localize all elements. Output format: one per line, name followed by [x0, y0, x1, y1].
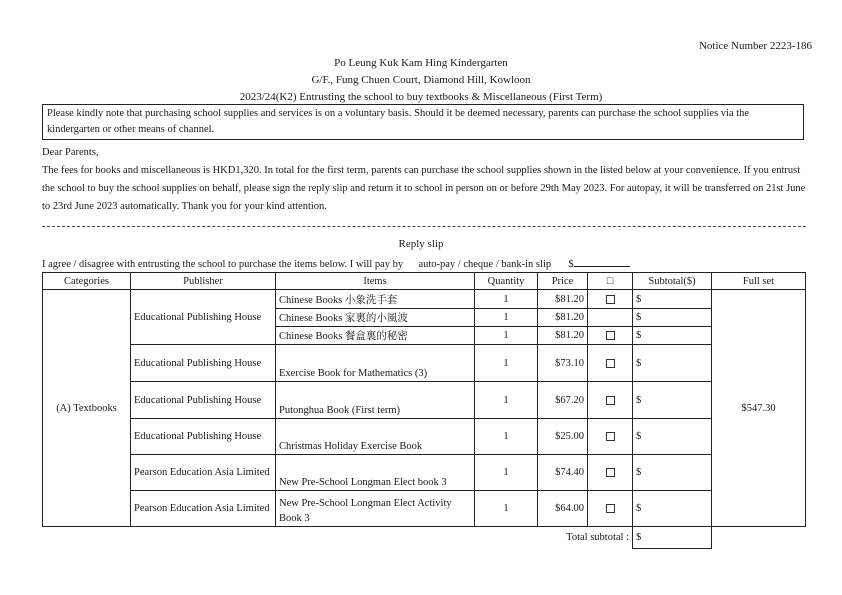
- pay-options[interactable]: auto-pay / cheque / bank-in slip: [418, 259, 552, 270]
- header-subtotal: Subtotal($): [633, 273, 712, 290]
- subtotal-cell[interactable]: $: [633, 290, 712, 309]
- item-cell: Exercise Book for Mathematics (3): [276, 345, 475, 382]
- subtotal-cell[interactable]: $: [633, 327, 712, 345]
- subtotal-cell[interactable]: $: [633, 382, 712, 419]
- checkbox-icon: [606, 396, 615, 405]
- price-cell: $81.20: [538, 309, 588, 327]
- quantity-cell: 1: [475, 382, 538, 419]
- item-cell: Putonghua Book (First term): [276, 382, 475, 419]
- subtotal-cell[interactable]: $: [633, 419, 712, 455]
- notice-subject: 2023/24(K2) Entrusting the school to buy textbooks & Miscellaneous (First Term): [239, 91, 603, 103]
- table-row: [43, 491, 806, 527]
- quantity-cell: 1: [475, 419, 538, 455]
- item-cell: New Pre-School Longman Elect Activity Book 3: [276, 491, 475, 527]
- header-publisher: Publisher: [131, 273, 276, 290]
- select-checkbox[interactable]: [588, 491, 633, 527]
- header-check: □: [588, 273, 633, 290]
- header-items: Items: [276, 273, 475, 290]
- price-cell: $81.20: [538, 290, 588, 309]
- notice-number: Notice Number 2223-186: [698, 40, 812, 52]
- checkbox-icon: [606, 432, 615, 441]
- item-cell: Chinese Books 餐盒裏的秘密: [276, 327, 475, 345]
- price-cell: $64.00: [538, 491, 588, 527]
- publisher-cell: Educational Publishing House: [131, 419, 276, 455]
- subtotal-cell[interactable]: $: [633, 455, 712, 491]
- item-cell: New Pre-School Longman Elect book 3: [276, 455, 475, 491]
- publisher-cell: Educational Publishing House: [131, 345, 276, 382]
- quantity-cell: 1: [475, 491, 538, 527]
- amount-prefix: $: [568, 259, 574, 270]
- price-cell: $81.20: [538, 327, 588, 345]
- full-set-price: $547.30: [712, 290, 806, 527]
- quantity-cell: 1: [475, 455, 538, 491]
- amount-blank[interactable]: [574, 256, 630, 267]
- price-cell: $74.40: [538, 455, 588, 491]
- quantity-cell: 1: [475, 290, 538, 309]
- body-paragraph: The fees for books and miscellaneous is HKD1,320. In total for the first term, parents can purchase the school supplies shown in the listed below at your convenience. If you entrust the school to buy the school supplies on behalf, please sign the reply slip and return it to school in person on or before 29th May 2023. For autopay, it will be transferred on 21st June to 23rd June 2023 automatically. Thank you for your kind attention.: [42, 165, 806, 212]
- header-price: Price: [538, 273, 588, 290]
- table-row: [43, 419, 806, 455]
- total-subtotal-label: Total subtotal :: [131, 527, 633, 549]
- checkbox-icon: [606, 504, 615, 513]
- price-cell: $67.20: [538, 382, 588, 419]
- cut-line: [42, 226, 806, 227]
- agree-text: I agree / disagree with entrusting the school to purchase the items below. I will pay by: [42, 259, 404, 270]
- checkbox-icon: [606, 359, 615, 368]
- select-checkbox[interactable]: [588, 309, 633, 327]
- select-checkbox[interactable]: [588, 290, 633, 309]
- quantity-cell: 1: [475, 345, 538, 382]
- table-row: [43, 345, 806, 382]
- price-cell: $25.00: [538, 419, 588, 455]
- table-header-row: [43, 273, 806, 290]
- quantity-cell: 1: [475, 309, 538, 327]
- checkbox-icon: [606, 295, 615, 304]
- header-quantity: Quantity: [475, 273, 538, 290]
- subtotal-cell[interactable]: $: [633, 491, 712, 527]
- reply-slip-title: Reply slip: [398, 238, 444, 250]
- checkbox-icon: [606, 331, 615, 340]
- subtotal-cell[interactable]: $: [633, 309, 712, 327]
- category-cell: (A) Textbooks: [43, 290, 131, 527]
- school-address: G/F., Fung Chuen Court, Diamond Hill, Kowloon: [311, 74, 531, 86]
- header-full-set: Full set: [712, 273, 806, 290]
- select-checkbox[interactable]: [588, 345, 633, 382]
- item-cell: Chinese Books 小象洗手套: [276, 290, 475, 309]
- table-row: [43, 455, 806, 491]
- agree-line: [42, 256, 630, 270]
- select-checkbox[interactable]: [588, 419, 633, 455]
- quantity-cell: 1: [475, 327, 538, 345]
- publisher-cell: Pearson Education Asia Limited: [131, 455, 276, 491]
- publisher-cell: Educational Publishing House: [131, 290, 276, 345]
- table-row: [43, 382, 806, 419]
- header-categories: Categories: [43, 273, 131, 290]
- publisher-cell: Pearson Education Asia Limited: [131, 491, 276, 527]
- greeting: Dear Parents,: [42, 147, 99, 158]
- total-row: [43, 527, 806, 549]
- price-cell: $73.10: [538, 345, 588, 382]
- subtotal-cell[interactable]: $: [633, 345, 712, 382]
- publisher-cell: Educational Publishing House: [131, 382, 276, 419]
- order-table: [42, 272, 806, 549]
- item-cell: Chinese Books 家裏的小風波: [276, 309, 475, 327]
- voluntary-notice-box: Please kindly note that purchasing school supplies and services is on a voluntary basis. Should it be deemed necessary, parents can purchase the school supplies via the kindergarten or other means of channel.: [42, 104, 804, 140]
- table-row: [43, 290, 806, 309]
- item-cell: Christmas Holiday Exercise Book: [276, 419, 475, 455]
- select-checkbox[interactable]: [588, 455, 633, 491]
- total-subtotal-value[interactable]: $: [633, 527, 712, 549]
- select-checkbox[interactable]: [588, 327, 633, 345]
- select-checkbox[interactable]: [588, 382, 633, 419]
- school-name: Po Leung Kuk Kam Hing Kindergarten: [334, 57, 508, 69]
- checkbox-icon: [606, 468, 615, 477]
